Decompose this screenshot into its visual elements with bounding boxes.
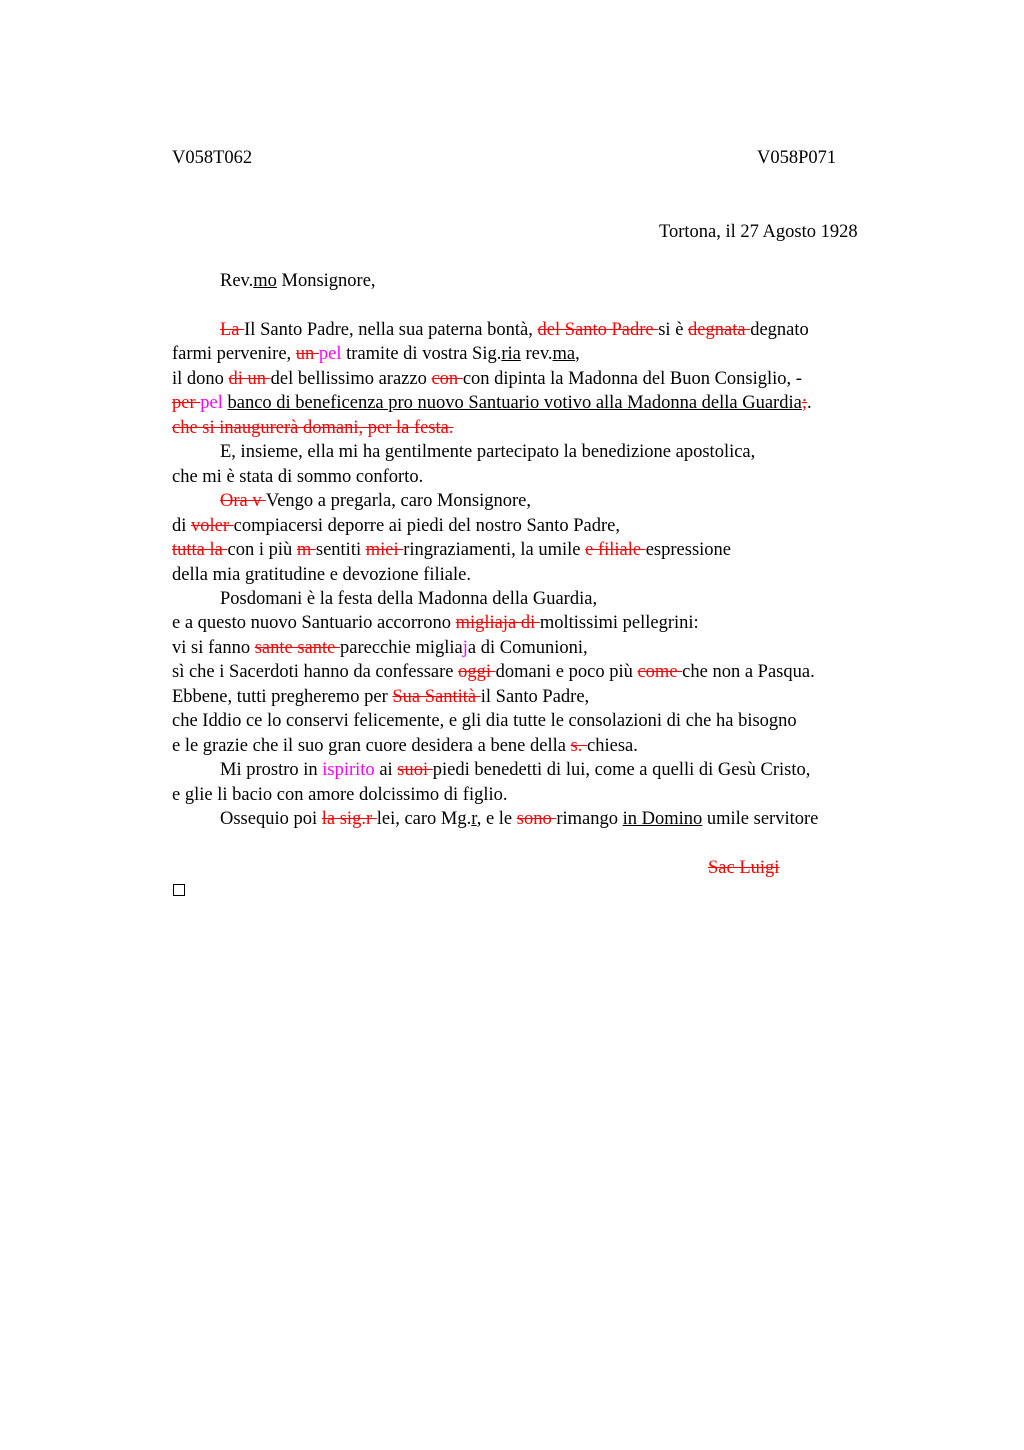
text-segment: ai — [374, 760, 398, 781]
text-segment: a di Comunioni, — [467, 637, 588, 658]
text-segment: e a questo nuovo Santuario accorrono — [172, 613, 456, 634]
text-segment: di — [172, 515, 192, 536]
deleted-text: Sua Santità — [392, 686, 481, 707]
underlined-text: banco di beneficenza pro nuovo Santuario votivo alla Madonna della Guardia — [227, 393, 802, 414]
text-segment: Vengo a pregarla, caro Monsignore, — [265, 491, 531, 512]
letter-date: Tortona, il 27 Agosto 1928 — [659, 222, 858, 242]
body-line — [172, 783, 508, 807]
body-line — [172, 709, 797, 733]
text-segment: lei, caro Mg. — [376, 809, 472, 829]
text-segment: chiesa. — [587, 735, 638, 756]
deleted-text: come — [637, 662, 683, 683]
deleted-text: La — [220, 320, 245, 340]
deleted-text: che si inaugurerà domani, per la festa. — [172, 417, 454, 438]
text-segment: rev. — [520, 344, 553, 365]
body-line — [172, 538, 731, 562]
body-line — [220, 758, 810, 782]
inserted-text: pel — [318, 344, 342, 365]
checkbox-square-icon — [173, 884, 185, 896]
deleted-text: s. — [570, 735, 588, 756]
body-line — [172, 465, 423, 489]
body-line — [220, 587, 597, 611]
text-segment: che mi è stata di sommo conforto. — [172, 466, 424, 487]
inserted-text: pel — [200, 393, 223, 414]
body-line — [172, 342, 580, 366]
deleted-text: ; — [801, 393, 807, 414]
body-line — [220, 489, 531, 513]
body-line — [220, 440, 755, 464]
deleted-text: oggi — [458, 662, 496, 683]
body-line — [172, 685, 589, 709]
deleted-text: un — [295, 344, 319, 365]
text-segment: umile servitore — [702, 809, 819, 829]
deleted-text: la sig.r — [321, 809, 377, 829]
text-segment: . — [806, 393, 812, 414]
deleted-text: suoi — [397, 760, 433, 781]
text-segment: con dipinta la Madonna del Buon Consiglio, - — [462, 368, 802, 389]
text-segment: sentiti — [315, 540, 366, 561]
text-segment: rimango — [556, 809, 623, 829]
text-segment: Mi prostro in — [220, 760, 323, 781]
text-segment: , e le — [476, 809, 517, 829]
underlined-text: in Domino — [622, 809, 703, 829]
text-segment: tramite di vostra Sig. — [341, 344, 502, 365]
text-segment: sì che i Sacerdoti hanno da confessare — [172, 662, 459, 683]
deleted-text: sono — [516, 809, 557, 829]
deleted-text: per — [172, 393, 201, 414]
body-line — [172, 391, 812, 415]
text-segment: Ossequio poi — [220, 809, 322, 829]
deleted-text: tutta la — [172, 540, 228, 561]
deleted-text: Ora v — [220, 491, 266, 512]
text-segment: e glie li bacio con amore dolcissimo di figlio. — [172, 784, 508, 805]
body-line — [172, 611, 699, 635]
underlined-text: ria — [501, 344, 521, 365]
salutation-title: Monsignore, — [276, 271, 376, 291]
body-line — [172, 514, 620, 538]
header-right-code: V058P071 — [757, 148, 837, 168]
body-line — [172, 660, 815, 684]
deleted-text: sante sante — [254, 637, 341, 658]
body-line — [220, 807, 818, 831]
text-segment: , — [575, 344, 580, 365]
text-segment: il Santo Padre, — [480, 686, 590, 707]
text-segment: E, insieme, ella mi ha gentilmente partecipato la benedizione apostolica, — [220, 442, 756, 463]
text-segment: ringraziamenti, la umile — [403, 540, 586, 561]
header-left-code: V058T062 — [172, 148, 253, 168]
body-line — [172, 636, 588, 660]
salutation-prefix: Rev. — [220, 271, 254, 291]
body-line — [172, 734, 638, 758]
underlined-text: r — [471, 809, 477, 829]
text-segment: Ebbene, tutti pregheremo per — [172, 686, 393, 707]
deleted-text: voler — [191, 515, 234, 536]
deleted-text: degnata — [688, 320, 751, 340]
underlined-text: ma — [552, 344, 576, 365]
text-segment: parecchie miglia — [340, 637, 463, 658]
text-segment: compiacersi deporre ai piedi del nostro Santo Padre, — [233, 515, 620, 536]
text-segment: piedi benedetti di lui, come a quelli di Gesù Cristo, — [432, 760, 811, 781]
text-segment: che non a Pasqua. — [682, 662, 815, 683]
deleted-text: e filiale — [585, 540, 646, 561]
text-segment: del bellissimo arazzo — [270, 368, 432, 389]
deleted-text: miei — [365, 540, 404, 561]
deleted-text: con — [431, 368, 463, 389]
text-segment: degnato — [750, 320, 809, 340]
text-segment: espressione — [645, 540, 732, 561]
inserted-text: j — [462, 637, 468, 658]
deleted-text: migliaja di — [455, 613, 540, 634]
deleted-text: di un — [228, 368, 271, 389]
text-segment: che Iddio ce lo conservi felicemente, e gli dia tutte le consolazioni di che ha bisogno — [172, 711, 797, 732]
text-segment: con i più — [227, 540, 297, 561]
text-segment: farmi pervenire, — [172, 344, 296, 365]
text-segment: si è — [658, 320, 689, 340]
text-segment: vi si fanno — [172, 637, 255, 658]
text-segment: e le grazie che il suo gran cuore desidera a bene della — [172, 735, 571, 756]
text-segment: della mia gratitudine e devozione filiale. — [172, 564, 471, 585]
body-line — [172, 367, 802, 391]
salutation-abbrev: mo — [253, 271, 277, 291]
text-segment: moltissimi pellegrini: — [539, 613, 699, 634]
salutation — [220, 269, 376, 293]
body-line — [172, 563, 471, 587]
text-segment: Posdomani è la festa della Madonna della Guardia, — [220, 588, 598, 609]
text-segment: domani e poco più — [495, 662, 638, 683]
text-segment: il dono — [172, 368, 229, 389]
deleted-text: del Santo Padre — [537, 320, 659, 340]
inserted-text: ispirito — [322, 760, 375, 781]
text-segment: Il Santo Padre, nella sua paterna bontà, — [244, 320, 538, 340]
body-line — [220, 318, 809, 342]
deleted-text: m — [296, 540, 316, 561]
signature: Sac Luigi — [708, 858, 780, 878]
body-line — [172, 416, 454, 440]
